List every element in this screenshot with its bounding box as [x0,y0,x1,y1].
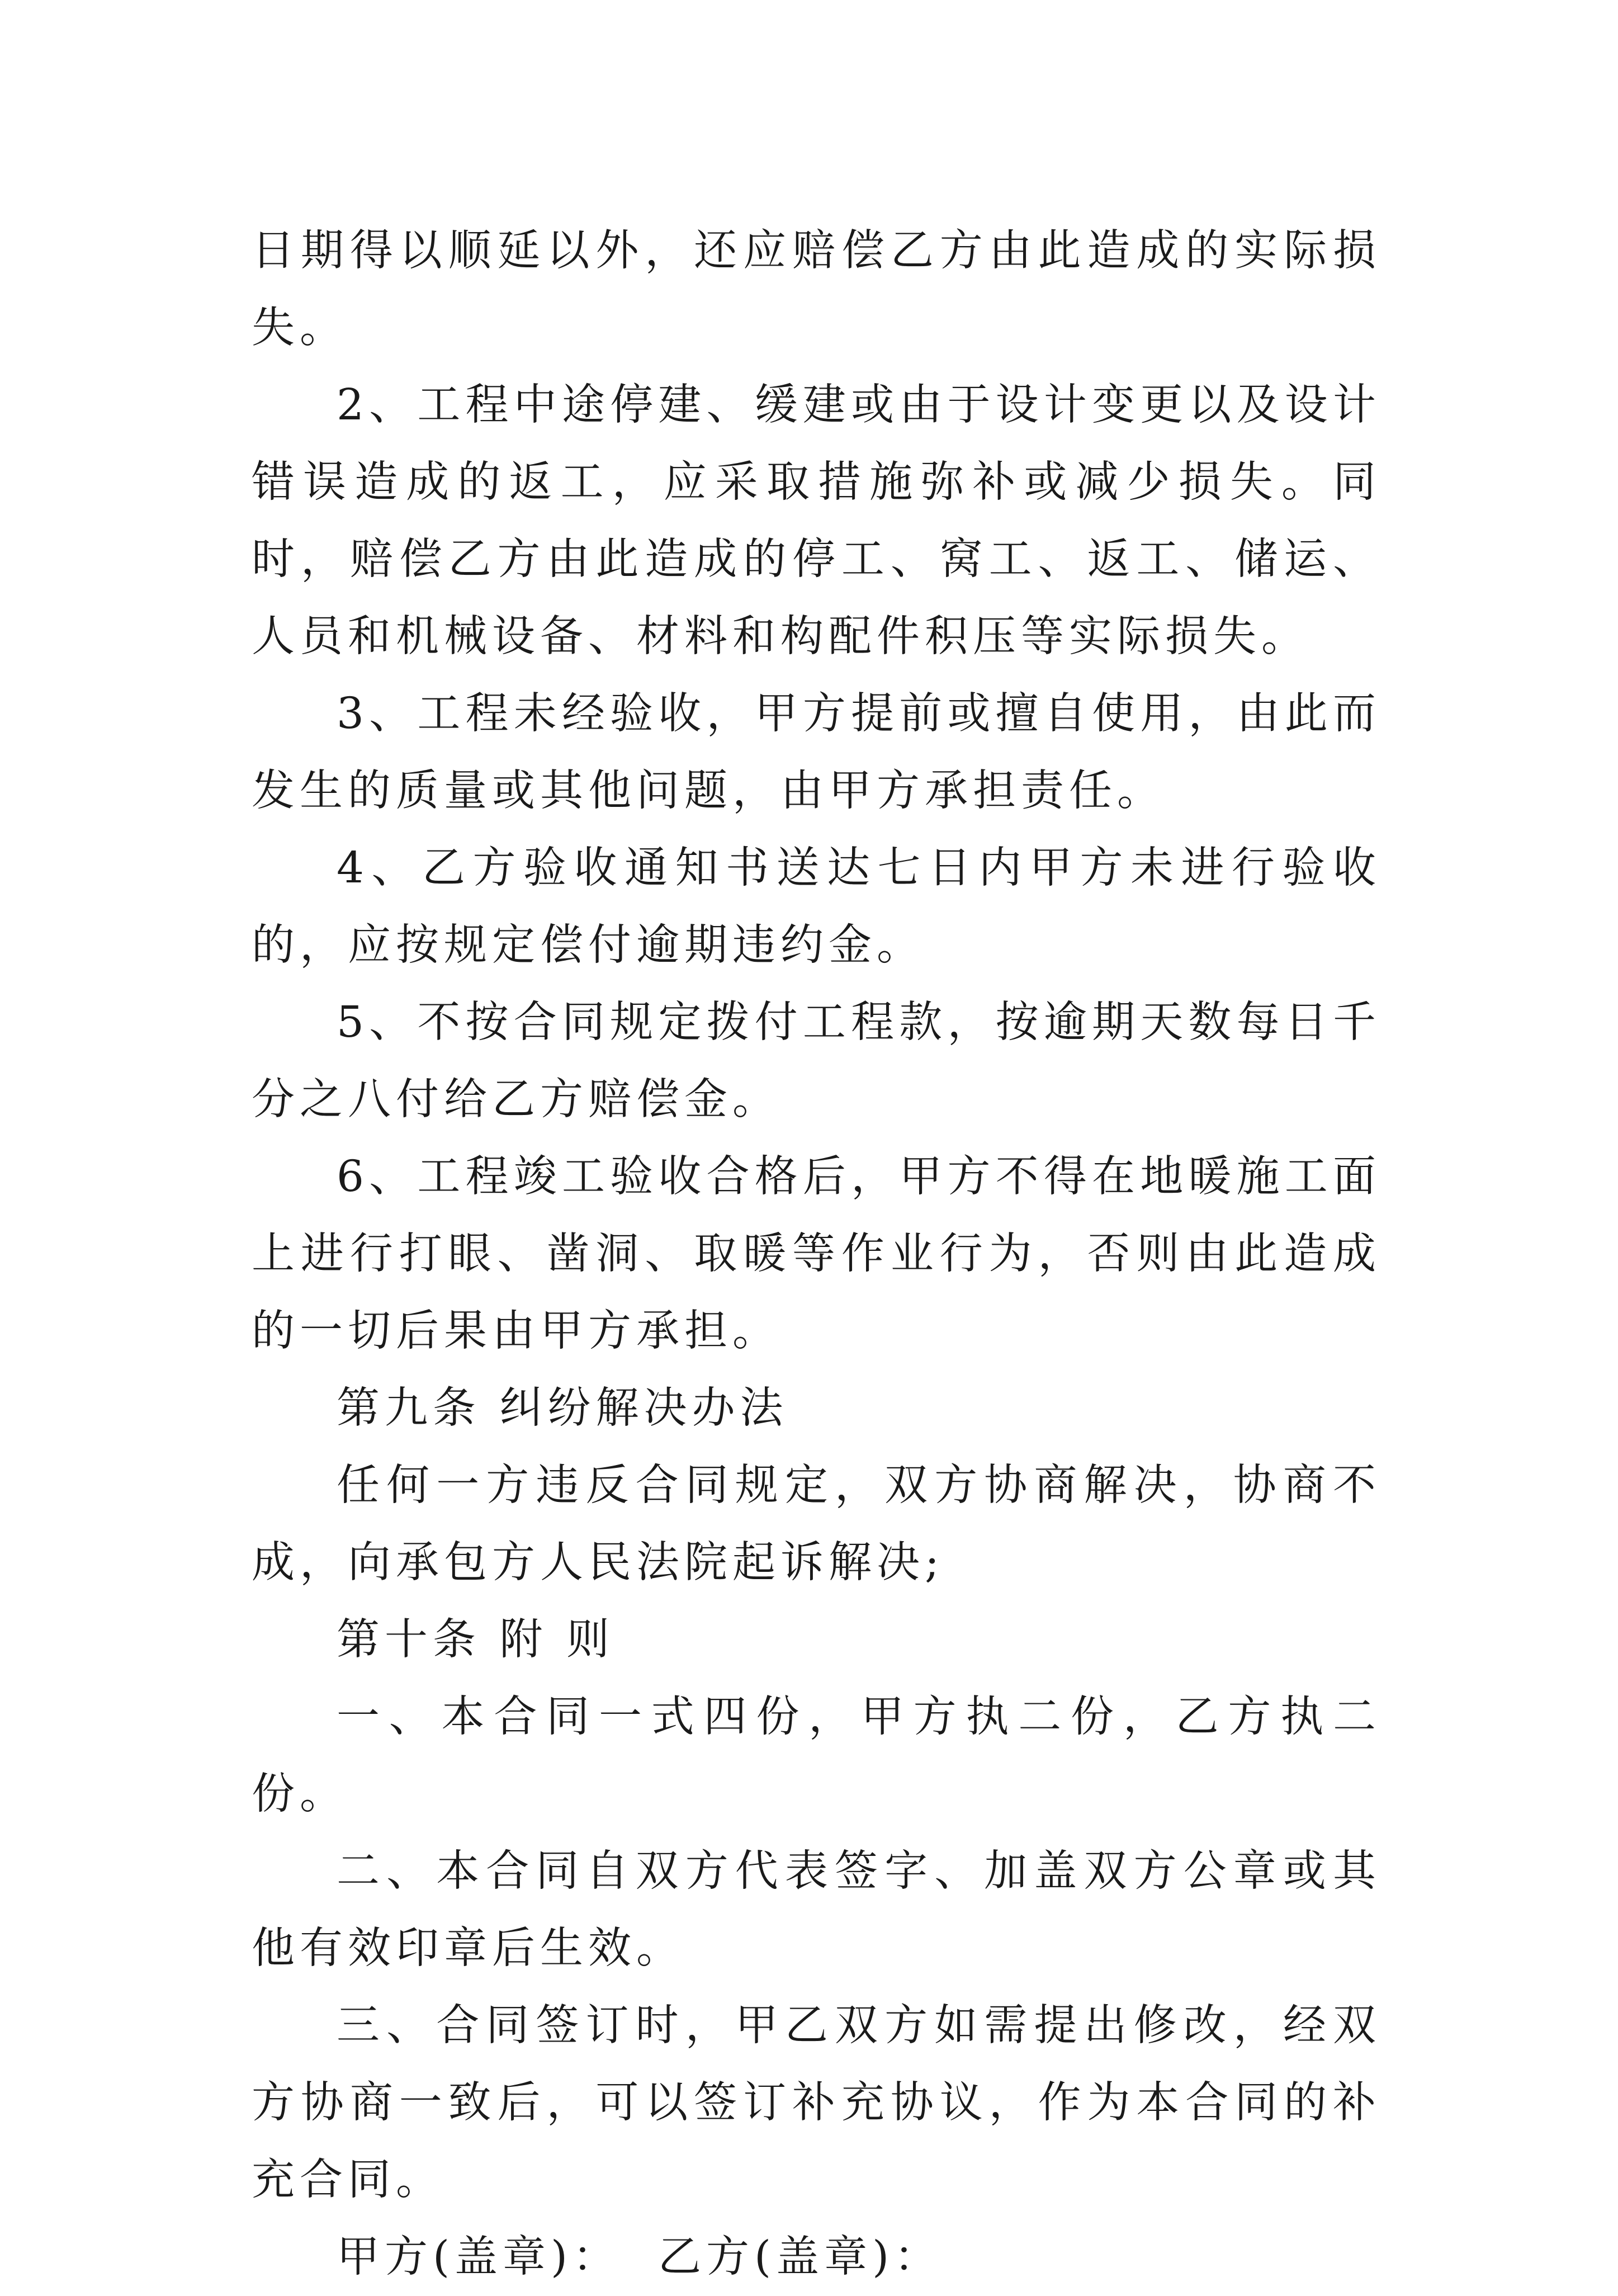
paragraph-dispute-resolution: 任何一方违反合同规定，双方协商解决，协商不成，向承包方人民法院起诉解决; [252,1461,1381,1588]
paragraph-continuation: 日期得以顺延以外，还应赔偿乙方由此造成的实际损失。 [252,226,1381,353]
signature-line: 甲方(盖章)： 乙方(盖章)： [337,2232,943,2282]
paragraph-clause-2: 2、工程中途停建、缓建或由于设计变更以及设计错误造成的返工，应采取措施弥补或减少损失。同时，赔偿乙方由此造成的停工、窝工、返工、储运、人员和机械设备、材料和构配件积压等实际损失。 [252,380,1381,662]
paragraph-clause-5: 5、不按合同规定拨付工程款，按逾期天数每日千分之八付给乙方赔偿金。 [252,998,1381,1125]
paragraph-copies: 一、本合同一式四份，甲方执二份，乙方执二份。 [252,1692,1381,1819]
paragraph-clause-4: 4、乙方验收通知书送达七日内甲方未进行验收的，应按规定偿付逾期违约金。 [252,843,1381,970]
document-body [252,212,1381,2296]
paragraph-clause-3: 3、工程未经验收，甲方提前或擅自使用，由此而发生的质量或其他问题，由甲方承担责任。 [252,689,1381,816]
article-9-heading: 第九条 纠纷解决办法 [337,1383,788,1433]
paragraph-amendments: 三、合同签订时，甲乙双方如需提出修改，经双方协商一致后，可以签订补充协议，作为本合同的补充合同。 [252,2001,1381,2205]
paragraph-effective: 二、本合同自双方代表签字、加盖双方公章或其他有效印章后生效。 [252,1846,1381,1973]
article-10-heading: 第十条 附 则 [337,1615,614,1665]
paragraph-clause-6: 6、工程竣工验收合格后，甲方不得在地暖施工面上进行打眼、凿洞、取暖等作业行为，否则由此造成的一切后果由甲方承担。 [252,1152,1381,1356]
